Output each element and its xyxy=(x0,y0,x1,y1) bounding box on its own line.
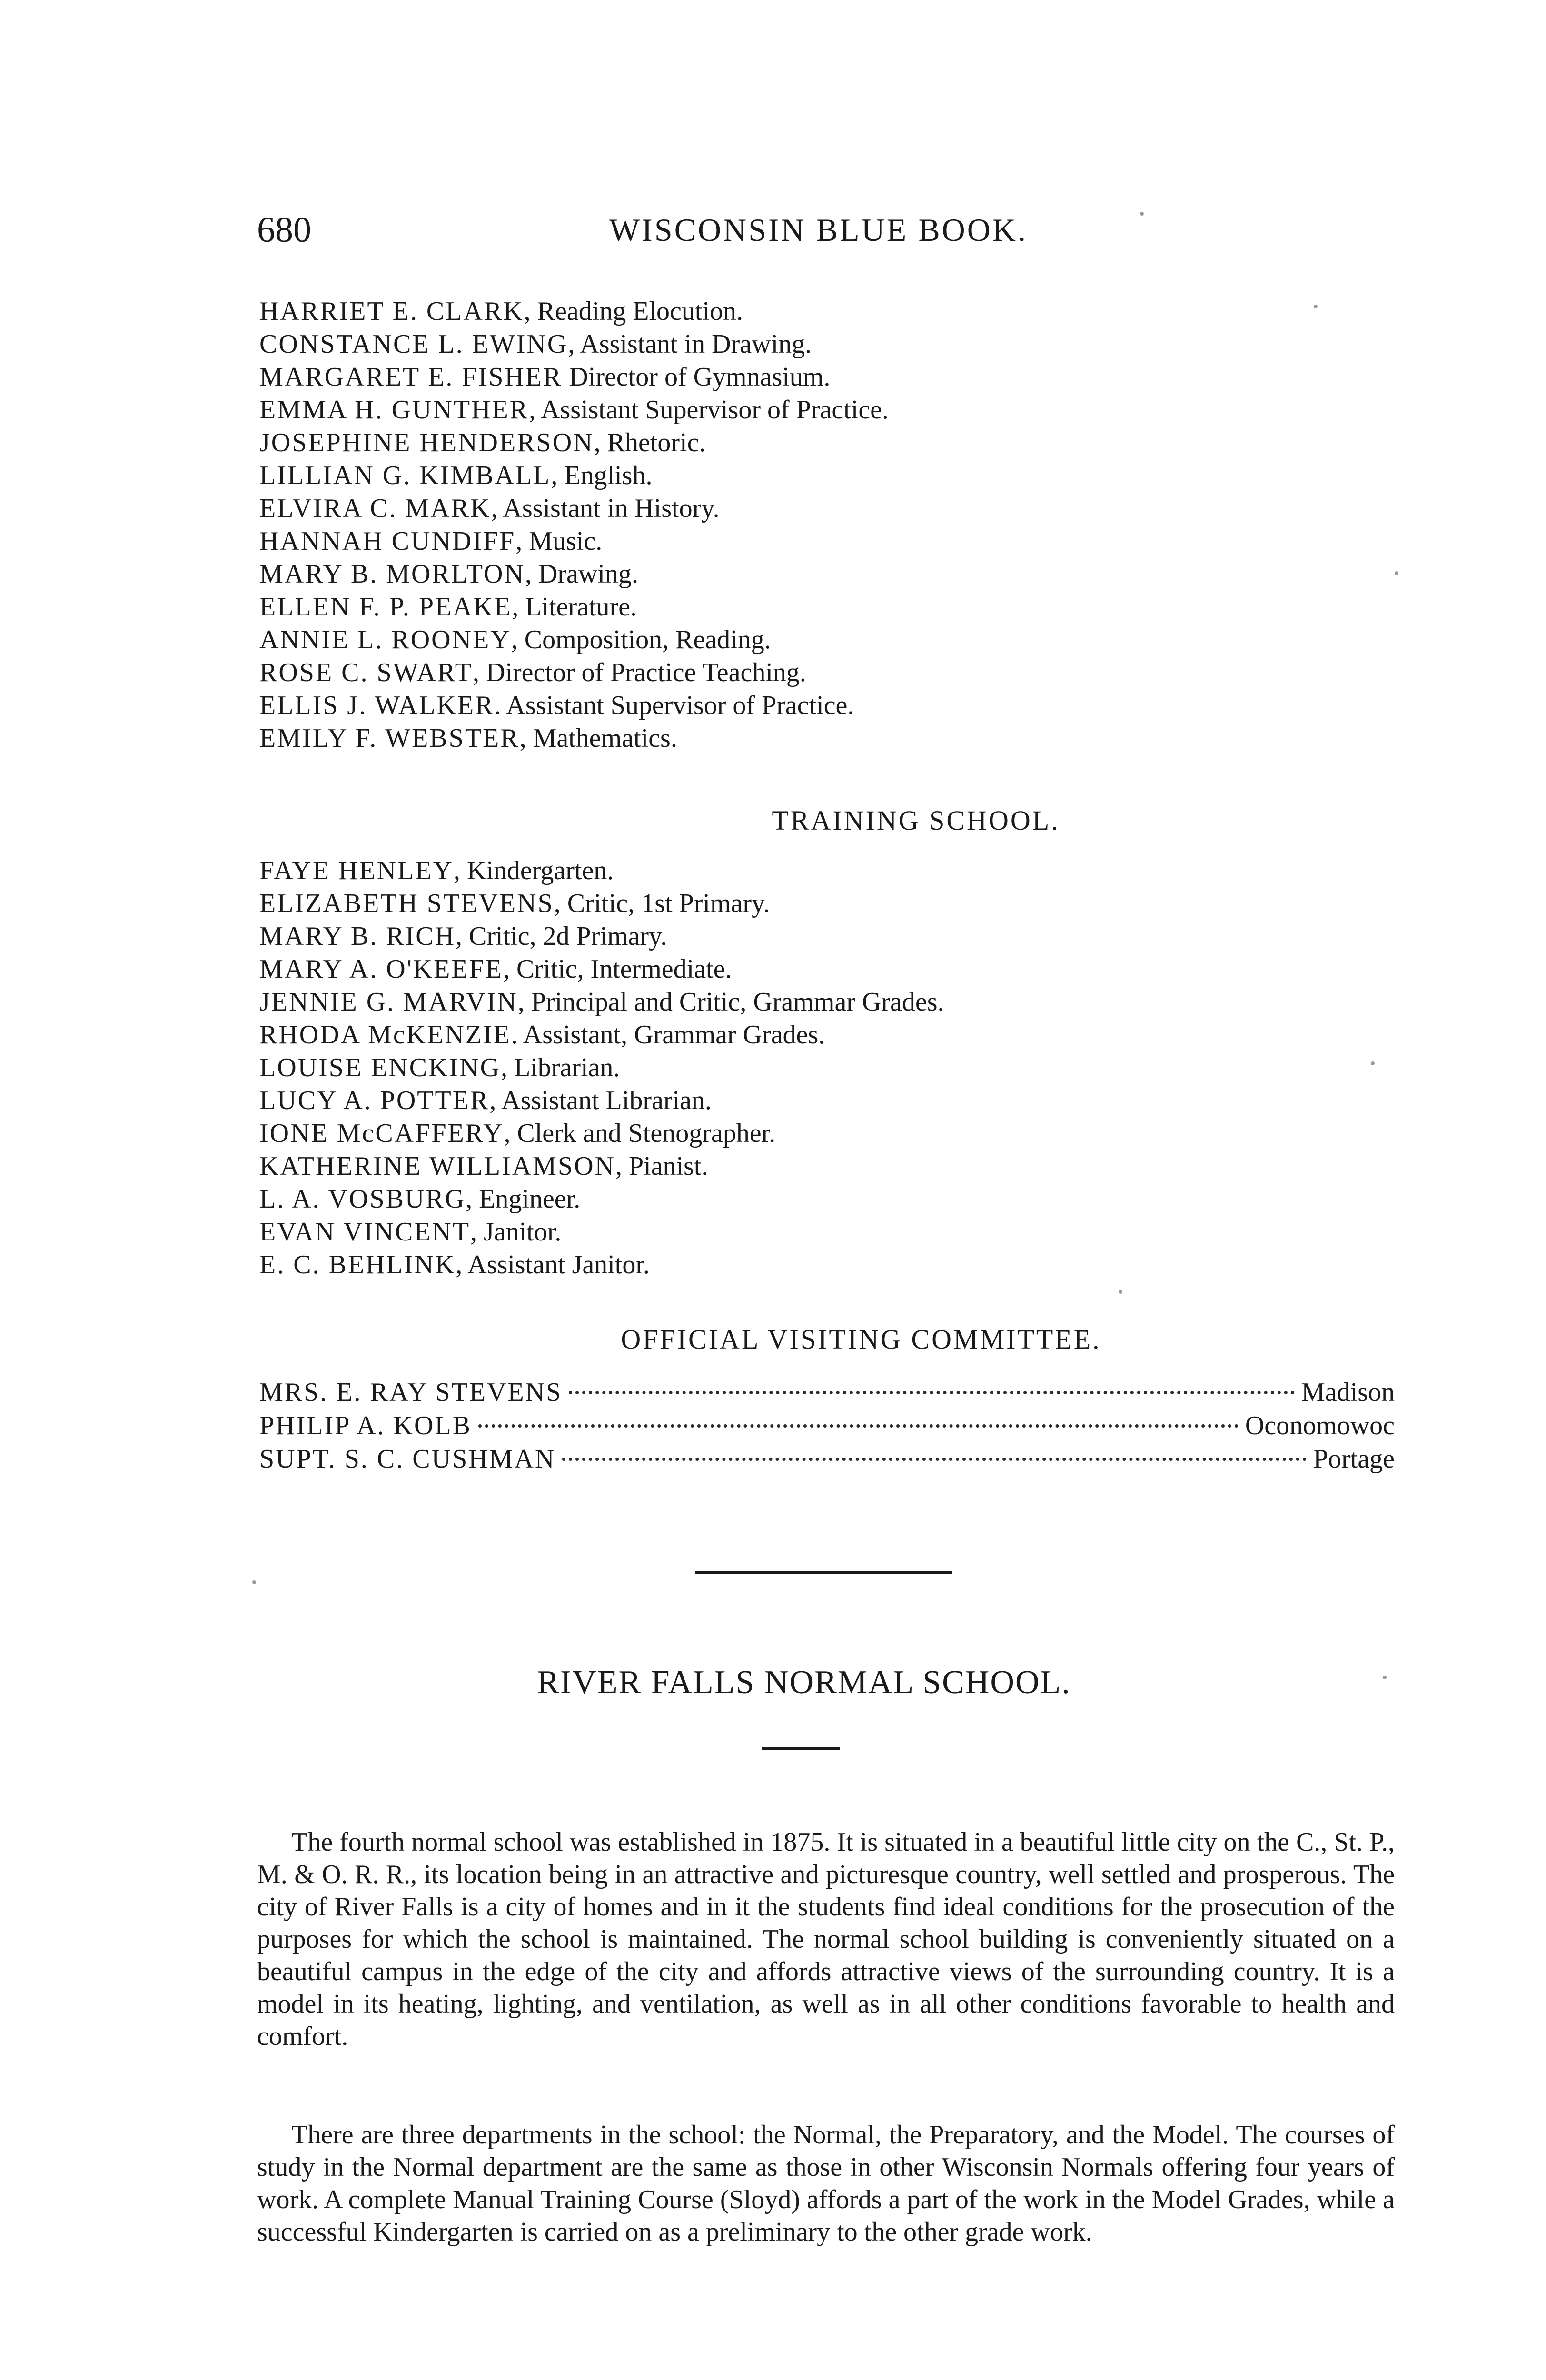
list-item: ELIZABETH STEVENS, Critic, 1st Primary. xyxy=(259,889,770,918)
member-name: MRS. E. RAY STEVENS xyxy=(259,1378,563,1407)
member-name: SUPT. S. C. CUSHMAN xyxy=(259,1444,556,1474)
list-item: ELVIRA C. MARK, Assistant in History. xyxy=(259,494,720,523)
staff-name: RHODA McKENZIE xyxy=(259,1020,511,1050)
staff-role: Literature. xyxy=(525,592,637,622)
scan-speck xyxy=(1140,212,1144,216)
scan-speck xyxy=(1371,1061,1375,1065)
list-item xyxy=(259,1442,1395,1476)
staff-name: ELLEN F. P. PEAKE xyxy=(259,592,512,622)
staff-role: Kindergarten. xyxy=(466,856,614,885)
list-item xyxy=(259,361,889,394)
page-number: 680 xyxy=(257,210,311,250)
staff-role: Assistant in Drawing. xyxy=(580,329,812,359)
list-item: MARY A. O'KEEFE, Critic, Intermediate. xyxy=(259,954,732,984)
visiting-committee-list xyxy=(259,1376,1395,1476)
staff-name: ELIZABETH STEVENS xyxy=(259,889,554,918)
staff-name: EMILY F. WEBSTER xyxy=(259,724,520,753)
scan-speck xyxy=(1395,571,1398,575)
member-place: Madison xyxy=(1301,1378,1395,1407)
dot-leader xyxy=(478,1424,1239,1428)
staff-role: Drawing. xyxy=(538,559,638,589)
staff-name: CONSTANCE L. EWING xyxy=(259,329,568,359)
staff-name: ELLIS J. WALKER xyxy=(259,691,495,720)
scan-speck xyxy=(1119,1290,1122,1294)
list-item: EVAN VINCENT, Janitor. xyxy=(259,1217,562,1247)
faculty-list xyxy=(259,295,889,755)
list-item: ELLEN F. P. PEAKE, Literature. xyxy=(259,592,637,622)
staff-name: ELVIRA C. MARK xyxy=(259,494,491,523)
list-item: ELLIS J. WALKER. Assistant Supervisor of Practice. xyxy=(259,691,854,720)
staff-name: FAYE HENLEY xyxy=(259,856,454,885)
list-item: E. C. BEHLINK, Assistant Janitor. xyxy=(259,1250,650,1279)
staff-name: EVAN VINCENT xyxy=(259,1217,471,1247)
heading-underline xyxy=(762,1747,840,1750)
paragraph: There are three departments in the school: the Normal, the Preparatory, and the Model. The courses of study in the Normal department are the same as those in other Wisconsin Normals offering four years of work. A complete Manual Training Course (Sloyd) affords a part of the work in the Model Grades, while a successful Kindergarten is carried on as a preliminary to the other grade work. xyxy=(257,2120,1395,2247)
scan-speck xyxy=(1314,305,1318,308)
list-item: HARRIET E. CLARK, Reading Elocution. xyxy=(259,297,743,326)
list-item: EMMA H. GUNTHER, Assistant Supervisor of Practice. xyxy=(259,395,889,425)
list-item: HANNAH CUNDIFF, Music. xyxy=(259,526,603,556)
list-item: KATHERINE WILLIAMSON, Pianist. xyxy=(259,1151,708,1181)
staff-role: English. xyxy=(564,461,653,490)
list-item: JOSEPHINE HENDERSON, Rhetoric. xyxy=(259,428,706,457)
staff-role: Clerk and Stenographer. xyxy=(517,1119,776,1148)
staff-role: Music. xyxy=(529,526,603,556)
scan-speck xyxy=(1383,1676,1387,1679)
list-item: MARY B. MORLTON, Drawing. xyxy=(259,559,638,589)
staff-role: Mathematics. xyxy=(533,724,677,753)
list-item: LUCY A. POTTER, Assistant Librarian. xyxy=(259,1086,712,1115)
list-item: FAYE HENLEY, Kindergarten. xyxy=(259,856,614,885)
section-divider xyxy=(695,1571,952,1574)
staff-name: MARY A. O'KEEFE xyxy=(259,954,503,984)
page-header xyxy=(257,209,1399,262)
staff-role: Assistant Librarian. xyxy=(501,1086,712,1115)
list-item xyxy=(259,1376,1395,1409)
staff-name: MARY B. MORLTON xyxy=(259,559,525,589)
staff-name: E. C. BEHLINK xyxy=(259,1250,456,1279)
staff-role: Assistant Supervisor of Practice. xyxy=(541,395,889,425)
river-falls-heading: RIVER FALLS NORMAL SCHOOL. xyxy=(537,1664,1071,1701)
list-item: JENNIE G. MARVIN, Principal and Critic, Grammar Grades. xyxy=(259,987,944,1017)
list-item: MARY B. RICH, Critic, 2d Primary. xyxy=(259,922,667,951)
staff-role: Critic, Intermediate. xyxy=(516,954,732,984)
staff-role: Director of Practice Teaching. xyxy=(486,658,806,687)
staff-role: Principal and Critic, Grammar Grades. xyxy=(531,987,944,1017)
staff-role: Engineer. xyxy=(479,1184,581,1214)
staff-name: HARRIET E. CLARK xyxy=(259,297,524,326)
staff-name: KATHERINE WILLIAMSON xyxy=(259,1151,615,1181)
list-item: RHODA McKENZIE. Assistant, Grammar Grades. xyxy=(259,1020,825,1050)
list-item: LILLIAN G. KIMBALL, English. xyxy=(259,461,653,490)
member-place: Oconomowoc xyxy=(1245,1411,1395,1440)
staff-name: EMMA H. GUNTHER xyxy=(259,395,529,425)
staff-role: Rhetoric. xyxy=(607,428,706,457)
staff-name: IONE McCAFFERY xyxy=(259,1119,504,1148)
staff-name: JENNIE G. MARVIN xyxy=(259,987,518,1017)
list-item: CONSTANCE L. EWING, Assistant in Drawing. xyxy=(259,329,812,359)
training-school-list xyxy=(259,854,944,1281)
member-name: PHILIP A. KOLB xyxy=(259,1411,472,1440)
list-item: LOUISE ENCKING, Librarian. xyxy=(259,1053,620,1082)
staff-role: Pianist. xyxy=(629,1151,708,1181)
dot-leader xyxy=(562,1458,1307,1461)
staff-name: LOUISE ENCKING xyxy=(259,1053,501,1082)
dot-leader xyxy=(569,1391,1295,1394)
list-item: EMILY F. WEBSTER, Mathematics. xyxy=(259,724,677,753)
staff-role: Assistant Supervisor of Practice. xyxy=(506,691,854,720)
staff-role: Librarian. xyxy=(514,1053,620,1082)
staff-name: ROSE C. SWART xyxy=(259,658,473,687)
list-item xyxy=(259,1409,1395,1442)
staff-role: Composition, Reading. xyxy=(524,625,771,654)
list-item: L. A. VOSBURG, Engineer. xyxy=(259,1184,581,1214)
list-item: ANNIE L. ROONEY, Composition, Reading. xyxy=(259,625,771,654)
staff-name: HANNAH CUNDIFF xyxy=(259,526,516,556)
staff-role: Assistant in History. xyxy=(503,494,720,523)
staff-name: LUCY A. POTTER xyxy=(259,1086,490,1115)
paragraph: The fourth normal school was established in 1875. It is situated in a beautiful little city on the C., St. P., M. & O. R. R., its location being in an attractive and picturesque country, well settled and prosperous. The city of River Falls is a city of homes and in it the students find ideal conditions for the prosecution of the purposes for which the school is maintained. The normal school building is conveniently situated on a beautiful campus in the edge of the city and affords attractive views of the surrounding country. It is a model in its heating, lighting, and ventilation, as well as in all other conditions favorable to health and comfort. xyxy=(257,1827,1395,2051)
training-school-heading: TRAINING SCHOOL. xyxy=(772,805,1060,836)
staff-name: JOSEPHINE HENDERSON xyxy=(259,428,594,457)
list-item: ROSE C. SWART, Director of Practice Teaching. xyxy=(259,658,806,687)
staff-name: MARGARET E. FISHER xyxy=(259,362,563,392)
staff-role: Reading Elocution. xyxy=(537,297,743,326)
staff-role: Janitor. xyxy=(484,1217,562,1247)
staff-role: Director of Gymnasium. xyxy=(569,362,831,392)
staff-name: MARY B. RICH xyxy=(259,922,456,951)
member-place: Portage xyxy=(1313,1444,1395,1474)
staff-name: ANNIE L. ROONEY xyxy=(259,625,511,654)
visiting-committee-heading: OFFICIAL VISITING COMMITTEE. xyxy=(621,1324,1101,1355)
staff-role: Assistant, Grammar Grades. xyxy=(523,1020,825,1050)
staff-name: L. A. VOSBURG xyxy=(259,1184,466,1214)
staff-role: Assistant Janitor. xyxy=(467,1250,650,1279)
staff-role: Critic, 2d Primary. xyxy=(469,922,667,951)
running-title: WISCONSIN BLUE BOOK. xyxy=(609,212,1028,248)
staff-name: LILLIAN G. KIMBALL xyxy=(259,461,551,490)
list-item: IONE McCAFFERY, Clerk and Stenographer. xyxy=(259,1119,776,1148)
staff-role: Critic, 1st Primary. xyxy=(567,889,770,918)
scan-speck xyxy=(252,1580,256,1584)
